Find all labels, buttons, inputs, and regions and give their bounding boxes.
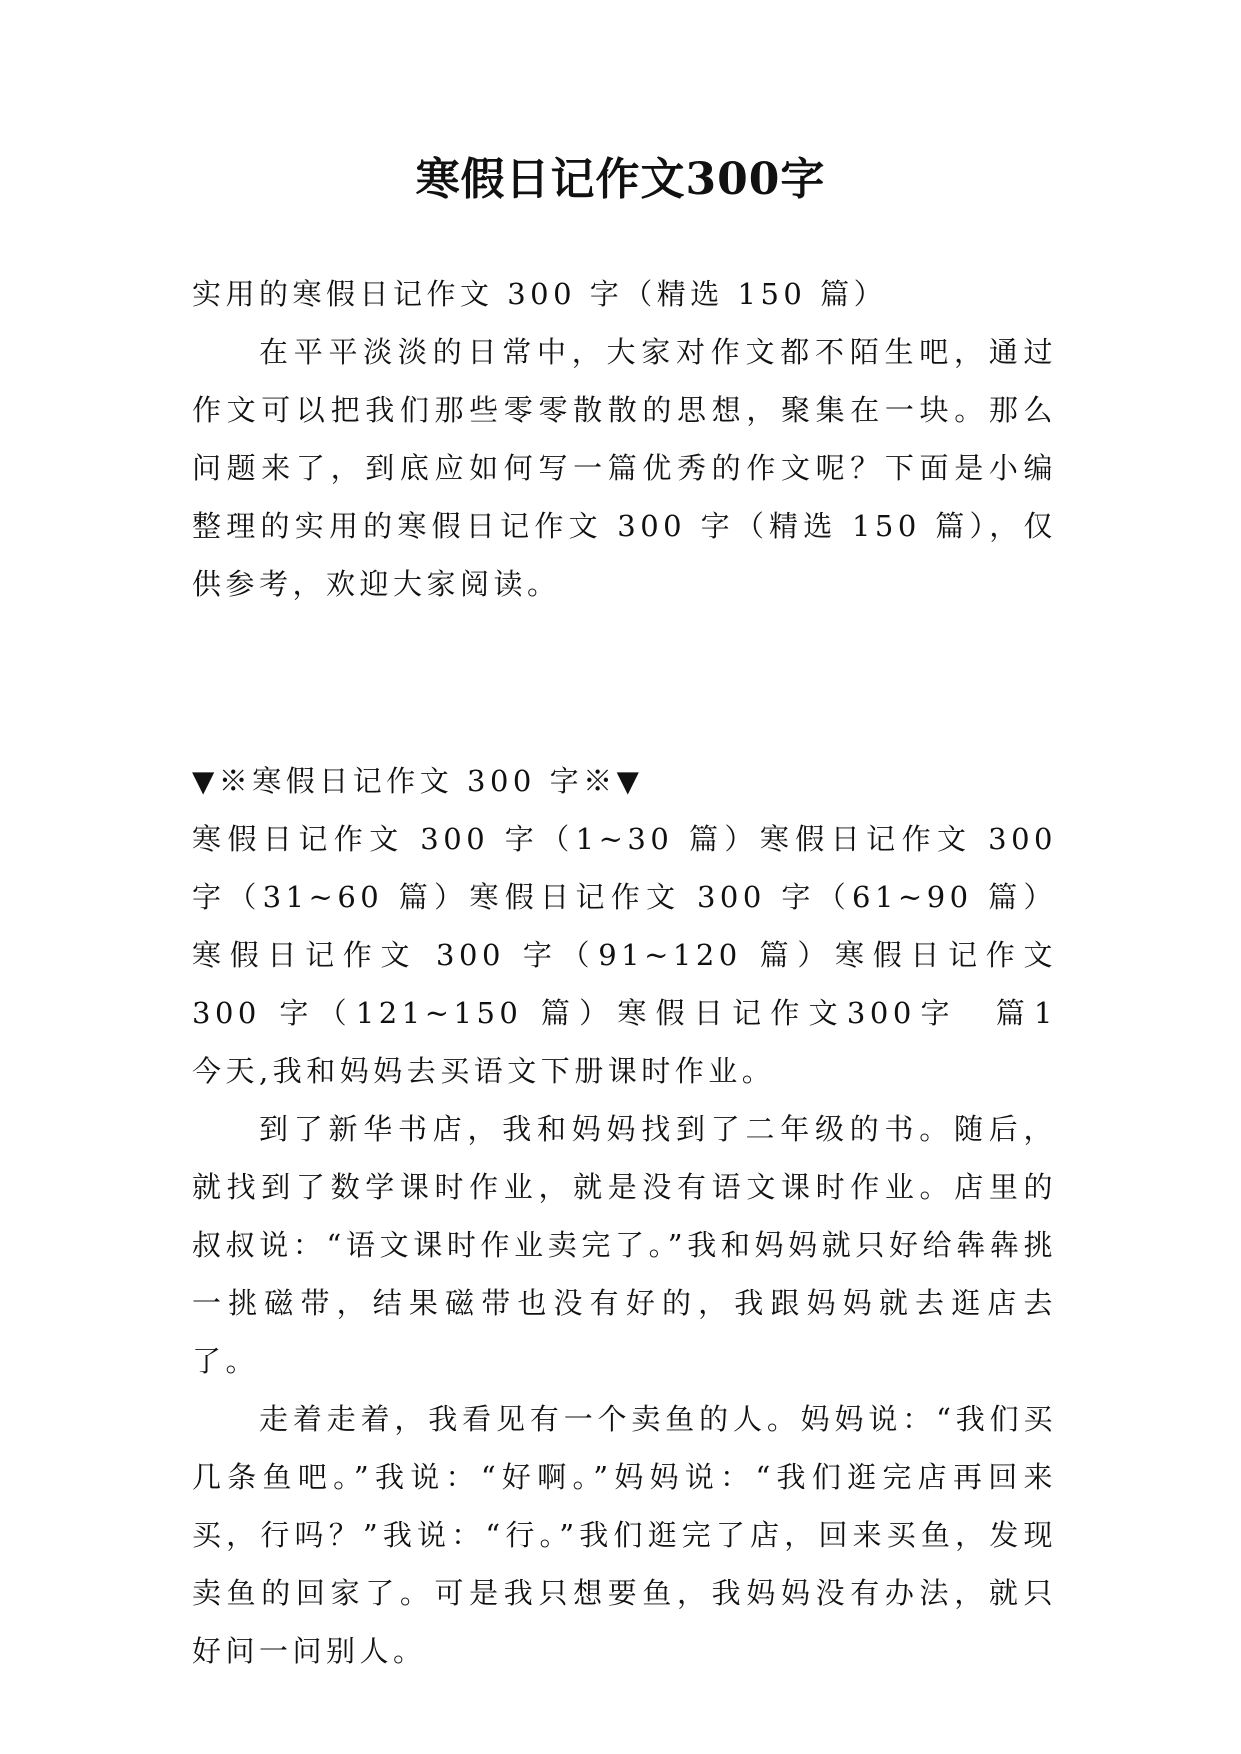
section-block	[192, 752, 1140, 1680]
intro-block	[192, 265, 1057, 613]
section-heading: ▼※寒假日记作文 300 字※▼	[192, 764, 644, 798]
toc-paragraph: 寒假日记作文 300 字（1~30 篇）寒假日记作文 300 字（31~60 篇）寒假日记作文 300 字（61~90 篇）寒假日记作文 300 字（91~120 篇）寒假日记作文 300 字（121~150 篇）寒假日记作文300字 篇1 今天,我和妈妈去买语文下册课时作业。	[192, 822, 1140, 1088]
body-paragraph: 走着走着，我看见有一个卖鱼的人。妈妈说：“我们买几条鱼吧。”我说：“好啊。”妈妈说：“我们逛完店再回来买，行吗？”我说：“行。”我们逛完了店，回来买鱼，发现卖鱼的回家了。可是我只想要鱼，我妈妈没有办法，就只好问一问别人。	[192, 1402, 1057, 1668]
intro-subtitle: 实用的寒假日记作文 300 字（精选 150 篇）	[192, 277, 888, 311]
document-title: 寒假日记作文300字	[415, 154, 826, 205]
intro-paragraph: 在平平淡淡的日常中，大家对作文都不陌生吧，通过作文可以把我们那些零零散散的思想，聚集在一块。那么问题来了，到底应如何写一篇优秀的作文呢？下面是小编整理的实用的寒假日记作文 300 字（精选 150 篇），仅供参考，欢迎大家阅读。	[192, 335, 1057, 601]
body-paragraph: 到了新华书店，我和妈妈找到了二年级的书。随后，就找到了数学课时作业，就是没有语文课时作业。店里的叔叔说：“语文课时作业卖完了。”我和妈妈就只好给犇犇挑一挑磁带，结果磁带也没有好的，我跟妈妈就去逛店去了。	[192, 1112, 1057, 1378]
